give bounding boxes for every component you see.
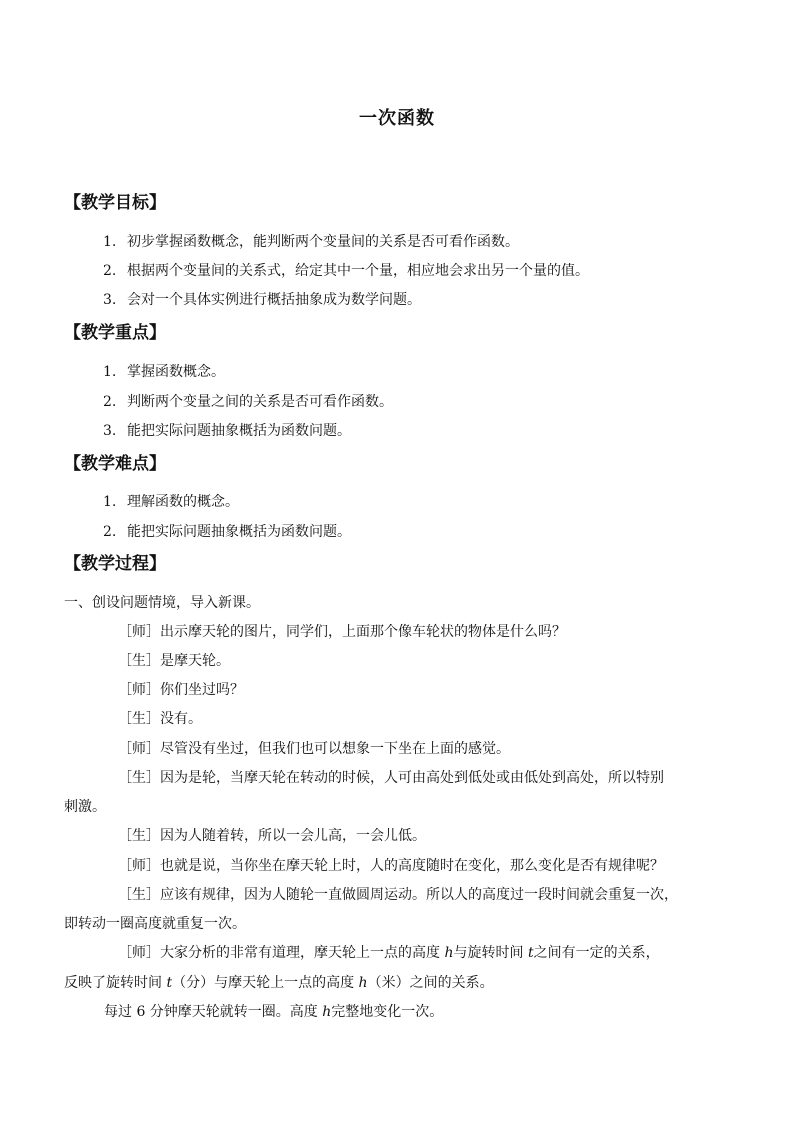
dialogue-line: ［生］应该有规律，因为人随轮一直做圆周运动。所以人的高度过一段时间就会重复一次，	[118, 887, 678, 903]
text-run: 之间有一定的关系，	[533, 945, 660, 961]
dialogue-line: ［师］也就是说，当你坐在摩天轮上时，人的高度随时在变化，那么变化是否有规律呢？	[118, 858, 664, 874]
section-heading-objectives: 【教学目标】	[64, 193, 166, 213]
item-text: 掌握函数概念。	[127, 364, 225, 380]
text-run: ［师］大家分析的非常有道理，摩天轮上一点的高度	[118, 945, 445, 961]
item-number: 3.	[103, 423, 117, 439]
item-number: 2.	[103, 394, 117, 410]
item-number: 1.	[103, 234, 117, 250]
variable-h: h	[358, 975, 368, 991]
section-heading-process: 【教学过程】	[64, 554, 166, 574]
text-run: 反映了旋转时间	[64, 975, 167, 991]
dialogue-line: ［师］出示摩天轮的图片，同学们，上面那个像车轮状的物体是什么吗？	[118, 624, 566, 640]
item-text: 理解函数的概念。	[127, 494, 239, 510]
item-text: 判断两个变量之间的关系是否可看作函数。	[127, 394, 393, 410]
objective-item	[103, 261, 589, 281]
item-text: 会对一个具体实例进行概括抽象成为数学问题。	[127, 292, 421, 308]
analysis-line	[118, 943, 660, 963]
item-number: 2.	[103, 263, 117, 279]
dialogue-line: ［生］没有。	[118, 711, 202, 727]
objective-item	[103, 232, 519, 252]
dialogue-line-continuation: 刺激。	[64, 799, 106, 815]
text-run: （分）与摩天轮上一点的高度	[172, 975, 359, 991]
text-run: 每过 6 分钟摩天轮就转一圈。高度	[104, 1004, 323, 1020]
item-number: 1.	[103, 364, 117, 380]
dialogue-line: ［生］因为是轮，当摩天轮在转动的时候，人可由高处到低处或由低处到高处，所以特别	[118, 770, 664, 786]
item-text: 根据两个变量间的关系式，给定其中一个量，相应地会求出另一个量的值。	[127, 263, 589, 279]
difficulty-item	[103, 492, 239, 512]
dialogue-line: ［生］因为人随着转，所以一会儿高，一会儿低。	[118, 828, 426, 844]
text-run: 与旋转时间	[453, 945, 528, 961]
analysis-line-continuation	[64, 973, 494, 993]
variable-t: t	[527, 945, 534, 961]
dialogue-line-continuation: 即转动一圈高度就重复一次。	[64, 916, 246, 932]
item-text: 能把实际问题抽象概括为函数问题。	[127, 524, 351, 540]
difficulty-item	[103, 522, 351, 542]
section-heading-difficulties: 【教学难点】	[64, 454, 166, 474]
objective-item	[103, 290, 421, 310]
variable-t: t	[166, 975, 173, 991]
text-run: （米）之间的关系。	[367, 975, 494, 991]
dialogue-line: ［生］是摩天轮。	[118, 653, 230, 669]
key-point-item	[103, 392, 393, 412]
paragraph-line	[104, 1002, 443, 1022]
item-number: 1.	[103, 494, 117, 510]
key-point-item	[103, 362, 225, 382]
item-text: 初步掌握函数概念，能判断两个变量间的关系是否可看作函数。	[127, 234, 519, 250]
key-point-item	[103, 421, 351, 441]
text-run: 完整地变化一次。	[331, 1004, 444, 1020]
page-title: 一次函数	[359, 108, 435, 129]
item-number: 2.	[103, 524, 117, 540]
item-text: 能把实际问题抽象概括为函数问题。	[127, 423, 351, 439]
dialogue-line: ［师］你们坐过吗？	[118, 682, 244, 698]
section-heading-key-points: 【教学重点】	[64, 323, 166, 343]
dialogue-line: ［师］尽管没有坐过，但我们也可以想象一下坐在上面的感觉。	[118, 741, 510, 757]
variable-h: h	[322, 1004, 332, 1020]
item-number: 3.	[103, 292, 117, 308]
process-step-heading: 一、创设问题情境，导入新课。	[64, 595, 260, 611]
variable-h: h	[444, 945, 454, 961]
